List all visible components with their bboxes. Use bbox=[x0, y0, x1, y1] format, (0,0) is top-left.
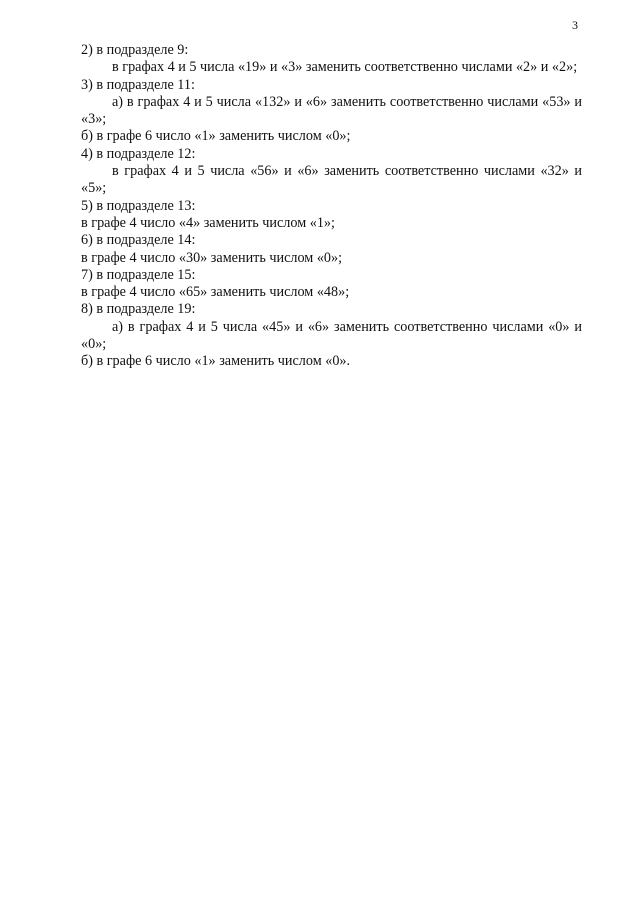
subsection-19-change-b: б) в графе 6 число «1» заменить числом «0». bbox=[81, 353, 351, 370]
subsection-14-heading: 6) в подразделе 14: bbox=[81, 232, 196, 249]
subsection-15-change: в графе 4 число «65» заменить числом «48»; bbox=[81, 284, 350, 301]
subsection-11-change-b: б) в графе 6 число «1» заменить числом «0»; bbox=[81, 128, 351, 145]
subsection-11-change-a: а) в графах 4 и 5 числа «132» и «6» заменить соответственно числами «53» и «3»; bbox=[81, 93, 582, 128]
subsection-9-change: в графах 4 и 5 числа «19» и «3» заменить соответственно числами «2» и «2»; bbox=[112, 59, 578, 76]
subsection-19-heading: 8) в подразделе 19: bbox=[81, 301, 196, 318]
subsection-9-heading: 2) в подразделе 9: bbox=[81, 42, 189, 58]
subsection-13-heading: 5) в подразделе 13: bbox=[81, 197, 196, 214]
subsection-15-heading: 7) в подразделе 15: bbox=[81, 266, 196, 283]
subsection-19-change-a: а) в графах 4 и 5 числа «45» и «6» заменить соответственно числами «0» и «0»; bbox=[81, 318, 582, 353]
page-number: 3 bbox=[572, 18, 578, 32]
subsection-11-heading: 3) в подразделе 11: bbox=[81, 76, 195, 93]
subsection-12-heading: 4) в подразделе 12: bbox=[81, 145, 196, 162]
subsection-14-change: в графе 4 число «30» заменить числом «0»; bbox=[81, 249, 343, 266]
subsection-13-change: в графе 4 число «4» заменить числом «1»; bbox=[81, 214, 335, 231]
subsection-12-change: в графах 4 и 5 числа «56» и «6» заменить соответственно числами «32» и «5»; bbox=[81, 163, 582, 197]
document-body bbox=[81, 42, 582, 371]
